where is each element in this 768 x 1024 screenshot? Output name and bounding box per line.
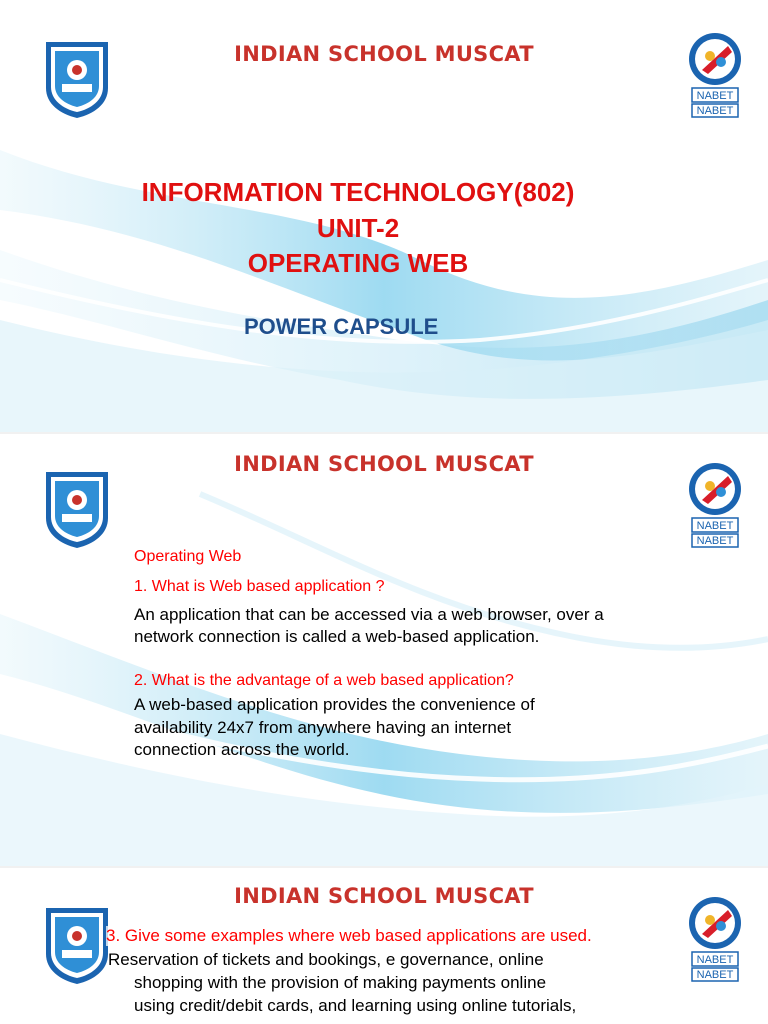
question-3: 3. Give some examples where web based applications are used. — [106, 926, 592, 945]
school-crest-logo — [38, 468, 116, 550]
school-crest-logo — [38, 904, 116, 986]
nabet-text: NABET — [696, 520, 734, 532]
school-crest-logo — [38, 38, 116, 120]
answer-3-line-2: shopping with the provision of making payments online — [134, 973, 547, 992]
title-line-2: UNIT-2 — [316, 213, 400, 243]
slide-2 — [0, 434, 768, 866]
answer-2-line-2: availability 24x7 from anywhere having an internet — [134, 718, 512, 737]
school-name: INDIAN SCHOOL MUSCAT — [234, 42, 534, 66]
title-line-3: OPERATING WEB — [247, 248, 469, 278]
answer-2-line-3: connection across the world. — [134, 740, 350, 759]
subtitle: POWER CAPSULE — [244, 314, 439, 339]
nabet-text-2: NABET — [696, 105, 734, 117]
question-1: 1. What is Web based application ? — [134, 578, 385, 595]
school-name: INDIAN SCHOOL MUSCAT — [234, 452, 534, 476]
nabet-text-2: NABET — [696, 969, 734, 981]
answer-1-line-1: An application that can be accessed via a web browser, over a — [134, 605, 604, 624]
slide-1 — [0, 0, 768, 432]
school-name: INDIAN SCHOOL MUSCAT — [234, 884, 534, 908]
answer-2-line-1: A web-based application provides the convenience of — [134, 695, 535, 714]
nabet-text-2: NABET — [696, 535, 734, 547]
nabet-quality-logo — [686, 462, 744, 550]
nabet-quality-logo — [686, 32, 744, 120]
nabet-text: NABET — [696, 954, 734, 966]
question-2: 2. What is the advantage of a web based application? — [134, 672, 514, 689]
answer-1-line-2: network connection is called a web-based application. — [134, 627, 540, 646]
slide-3 — [0, 868, 768, 1024]
answer-3-line-1: Reservation of tickets and bookings, e governance, online — [108, 950, 544, 969]
section-heading: Operating Web — [134, 548, 242, 565]
title-line-1: INFORMATION TECHNOLOGY(802) — [141, 177, 575, 207]
nabet-quality-logo — [686, 896, 744, 984]
answer-3-line-3: using credit/debit cards, and learning using online tutorials, — [134, 996, 577, 1015]
nabet-text: NABET — [696, 90, 734, 102]
